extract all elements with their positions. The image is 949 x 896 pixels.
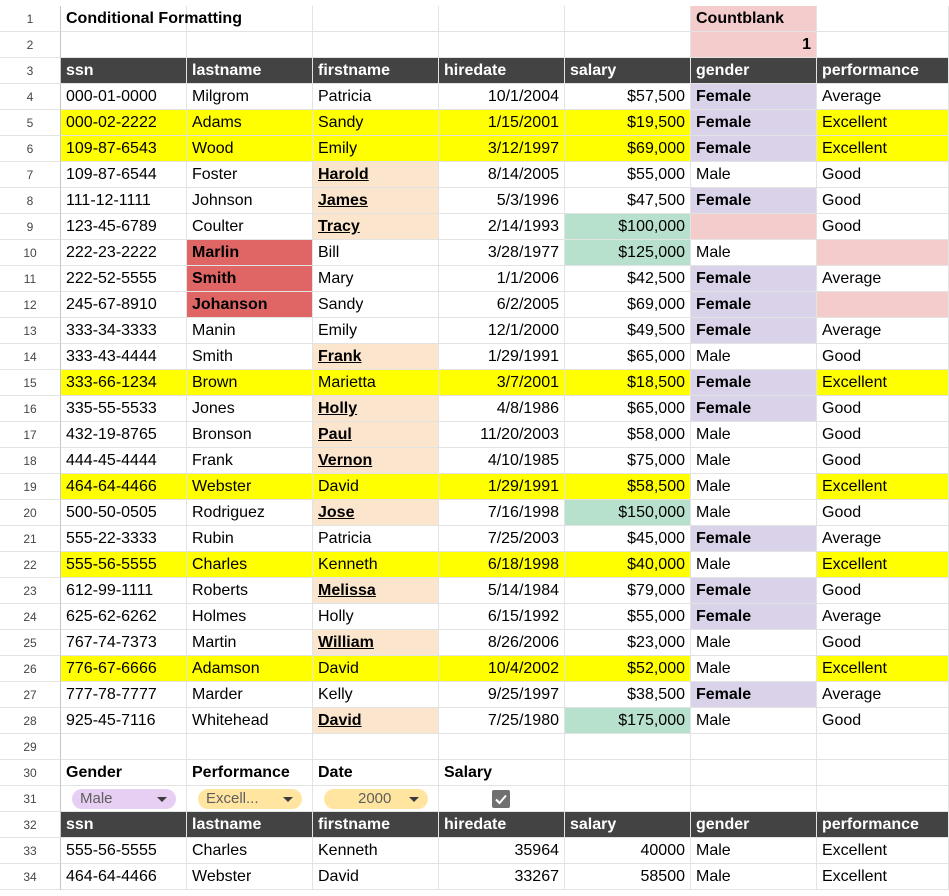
- cell-lastname[interactable]: Frank: [187, 448, 313, 474]
- checkmark-icon: [492, 790, 510, 808]
- row-header-32[interactable]: 32: [0, 812, 61, 838]
- cell-salary[interactable]: $69,000: [565, 136, 691, 162]
- cell-performance[interactable]: Average: [817, 266, 949, 292]
- cell-gender[interactable]: Female: [691, 110, 817, 136]
- result-cell-firstname[interactable]: Kenneth: [313, 838, 439, 864]
- cell-performance[interactable]: Good: [817, 162, 949, 188]
- empty-cell[interactable]: [313, 6, 439, 32]
- row-header-14[interactable]: 14: [0, 344, 61, 370]
- cell-ssn[interactable]: 555-56-5555: [61, 552, 187, 578]
- cell-lastname[interactable]: Smith: [187, 266, 313, 292]
- result-header-ssn[interactable]: ssn: [61, 812, 187, 838]
- empty-cell[interactable]: [691, 734, 817, 760]
- row-header-23[interactable]: 23: [0, 578, 61, 604]
- cell-ssn[interactable]: 464-64-4466: [61, 474, 187, 500]
- result-cell-firstname[interactable]: David: [313, 864, 439, 890]
- cell-salary[interactable]: $125,000: [565, 240, 691, 266]
- cell-salary[interactable]: $55,000: [565, 162, 691, 188]
- cell-ssn[interactable]: 925-45-7116: [61, 708, 187, 734]
- cell-performance[interactable]: Average: [817, 526, 949, 552]
- result-cell-hiredate[interactable]: 33267: [439, 864, 565, 890]
- result-cell-gender[interactable]: Male: [691, 838, 817, 864]
- row-header-11[interactable]: 11: [0, 266, 61, 292]
- cell-lastname[interactable]: Roberts: [187, 578, 313, 604]
- cell-hiredate[interactable]: 7/25/1980: [439, 708, 565, 734]
- date-filter-dropdown-value: 2000: [358, 790, 392, 807]
- countblank-value[interactable]: 1: [691, 32, 817, 58]
- result-cell-lastname[interactable]: Webster: [187, 864, 313, 890]
- cell-performance[interactable]: Excellent: [817, 552, 949, 578]
- column-header-gender[interactable]: gender: [691, 58, 817, 84]
- cell-lastname[interactable]: Wood: [187, 136, 313, 162]
- cell-hiredate[interactable]: 7/16/1998: [439, 500, 565, 526]
- row-header-9[interactable]: 9: [0, 214, 61, 240]
- cell-performance[interactable]: Average: [817, 318, 949, 344]
- cell-performance[interactable]: Average: [817, 682, 949, 708]
- cell-firstname[interactable]: Emily: [313, 318, 439, 344]
- performance-filter-dropdown[interactable]: [198, 789, 302, 809]
- row-header-25[interactable]: 25: [0, 630, 61, 656]
- salary-checkbox[interactable]: [492, 790, 510, 808]
- cell-gender[interactable]: Male: [691, 474, 817, 500]
- cell-gender[interactable]: Female: [691, 370, 817, 396]
- filter-label-date[interactable]: Date: [313, 760, 439, 786]
- cell-firstname[interactable]: David: [313, 474, 439, 500]
- cell-performance[interactable]: Excellent: [817, 110, 949, 136]
- performance-filter-dropdown-value: Excell...: [206, 790, 259, 807]
- cell-ssn[interactable]: 109-87-6544: [61, 162, 187, 188]
- cell-lastname[interactable]: Smith: [187, 344, 313, 370]
- cell-firstname[interactable]: Patricia: [313, 84, 439, 110]
- cell-firstname[interactable]: Vernon: [313, 448, 439, 474]
- date-filter-dropdown[interactable]: [324, 789, 428, 809]
- cell-gender[interactable]: Female: [691, 578, 817, 604]
- cell-firstname[interactable]: Holly: [313, 396, 439, 422]
- cell-performance[interactable]: Excellent: [817, 656, 949, 682]
- row-header-31[interactable]: 31: [0, 786, 61, 812]
- cell-salary[interactable]: $58,000: [565, 422, 691, 448]
- cell-lastname[interactable]: Rodriguez: [187, 500, 313, 526]
- cell-firstname[interactable]: David: [313, 656, 439, 682]
- row-header-4[interactable]: 4: [0, 84, 61, 110]
- cell-salary[interactable]: $47,500: [565, 188, 691, 214]
- cell-hiredate[interactable]: 4/10/1985: [439, 448, 565, 474]
- result-cell-lastname[interactable]: Charles: [187, 838, 313, 864]
- cell-performance[interactable]: Excellent: [817, 136, 949, 162]
- result-header-performance[interactable]: performance: [817, 812, 949, 838]
- cell-lastname[interactable]: Martin: [187, 630, 313, 656]
- row-header-19[interactable]: 19: [0, 474, 61, 500]
- row-header-1[interactable]: 1: [0, 6, 61, 32]
- empty-cell[interactable]: [61, 734, 187, 760]
- cell-gender[interactable]: Male: [691, 448, 817, 474]
- cell-ssn[interactable]: 335-55-5533: [61, 396, 187, 422]
- cell-firstname[interactable]: Kenneth: [313, 552, 439, 578]
- cell-salary[interactable]: $75,000: [565, 448, 691, 474]
- cell-performance[interactable]: Average: [817, 84, 949, 110]
- empty-cell[interactable]: [565, 6, 691, 32]
- cell-salary[interactable]: $57,500: [565, 84, 691, 110]
- cell-salary[interactable]: $58,500: [565, 474, 691, 500]
- cell-performance[interactable]: Good: [817, 422, 949, 448]
- row-header-30[interactable]: 30: [0, 760, 61, 786]
- result-header-salary[interactable]: salary: [565, 812, 691, 838]
- cell-firstname[interactable]: Kelly: [313, 682, 439, 708]
- cell-salary[interactable]: $69,000: [565, 292, 691, 318]
- empty-cell[interactable]: [565, 786, 691, 812]
- cell-lastname[interactable]: Adamson: [187, 656, 313, 682]
- result-cell-gender[interactable]: Male: [691, 864, 817, 890]
- cell-performance[interactable]: Good: [817, 448, 949, 474]
- cell-salary[interactable]: $49,500: [565, 318, 691, 344]
- cell-lastname[interactable]: Johanson: [187, 292, 313, 318]
- row-header-8[interactable]: 8: [0, 188, 61, 214]
- cell-firstname[interactable]: William: [313, 630, 439, 656]
- cell-hiredate[interactable]: 1/29/1991: [439, 344, 565, 370]
- empty-cell[interactable]: [817, 734, 949, 760]
- cell-ssn[interactable]: 222-52-5555: [61, 266, 187, 292]
- column-header-salary[interactable]: salary: [565, 58, 691, 84]
- gender-filter-dropdown[interactable]: [72, 789, 176, 809]
- cell-gender[interactable]: Female: [691, 604, 817, 630]
- empty-cell[interactable]: [313, 734, 439, 760]
- empty-cell[interactable]: [565, 734, 691, 760]
- cell-ssn[interactable]: 444-45-4444: [61, 448, 187, 474]
- dropdown-arrow-icon: [409, 797, 419, 802]
- cell-hiredate[interactable]: 11/20/2003: [439, 422, 565, 448]
- dropdown-arrow-icon: [283, 797, 293, 802]
- cell-hiredate[interactable]: 6/2/2005: [439, 292, 565, 318]
- cell-lastname[interactable]: Coulter: [187, 214, 313, 240]
- row-header-21[interactable]: 21: [0, 526, 61, 552]
- result-cell-hiredate[interactable]: 35964: [439, 838, 565, 864]
- cell-firstname[interactable]: Emily: [313, 136, 439, 162]
- gender-filter-dropdown-value: Male: [80, 790, 113, 807]
- empty-cell[interactable]: [187, 734, 313, 760]
- cell-hiredate[interactable]: 1/1/2006: [439, 266, 565, 292]
- cell-performance[interactable]: Excellent: [817, 474, 949, 500]
- row-header-2[interactable]: 2: [0, 32, 61, 58]
- result-cell-salary[interactable]: 40000: [565, 838, 691, 864]
- cell-ssn[interactable]: 777-78-7777: [61, 682, 187, 708]
- cell-salary[interactable]: $45,000: [565, 526, 691, 552]
- cell-firstname[interactable]: David: [313, 708, 439, 734]
- cell-gender[interactable]: Female: [691, 396, 817, 422]
- cell-ssn[interactable]: 000-01-0000: [61, 84, 187, 110]
- cell-ssn[interactable]: 333-66-1234: [61, 370, 187, 396]
- result-cell-performance[interactable]: Excellent: [817, 838, 949, 864]
- empty-cell[interactable]: [817, 786, 949, 812]
- cell-performance[interactable]: Excellent: [817, 370, 949, 396]
- cell-ssn[interactable]: 500-50-0505: [61, 500, 187, 526]
- empty-cell[interactable]: [817, 760, 949, 786]
- cell-performance[interactable]: Good: [817, 708, 949, 734]
- row-header-6[interactable]: 6: [0, 136, 61, 162]
- cell-hiredate[interactable]: 1/29/1991: [439, 474, 565, 500]
- cell-firstname[interactable]: Tracy: [313, 214, 439, 240]
- cell-gender[interactable]: Male: [691, 656, 817, 682]
- cell-gender[interactable]: Male: [691, 422, 817, 448]
- cell-firstname[interactable]: Patricia: [313, 526, 439, 552]
- cell-hiredate[interactable]: 2/14/1993: [439, 214, 565, 240]
- cell-firstname[interactable]: Melissa: [313, 578, 439, 604]
- cell-gender[interactable]: Male: [691, 344, 817, 370]
- cell-hiredate[interactable]: 3/7/2001: [439, 370, 565, 396]
- empty-cell[interactable]: [439, 32, 565, 58]
- cell-firstname[interactable]: Frank: [313, 344, 439, 370]
- cell-hiredate[interactable]: 10/1/2004: [439, 84, 565, 110]
- cell-firstname[interactable]: Paul: [313, 422, 439, 448]
- cell-performance[interactable]: Good: [817, 578, 949, 604]
- cell-salary[interactable]: $79,000: [565, 578, 691, 604]
- sheet-title[interactable]: Conditional Formatting: [61, 6, 187, 32]
- cell-firstname[interactable]: Bill: [313, 240, 439, 266]
- cell-hiredate[interactable]: 3/12/1997: [439, 136, 565, 162]
- result-header-hiredate[interactable]: hiredate: [439, 812, 565, 838]
- filter-label-performance[interactable]: Performance: [187, 760, 313, 786]
- cell-lastname[interactable]: Holmes: [187, 604, 313, 630]
- cell-salary[interactable]: $38,500: [565, 682, 691, 708]
- cell-performance[interactable]: Good: [817, 396, 949, 422]
- cell-gender[interactable]: Male: [691, 630, 817, 656]
- cell-hiredate[interactable]: 5/14/1984: [439, 578, 565, 604]
- cell-lastname[interactable]: Webster: [187, 474, 313, 500]
- cell-performance[interactable]: [817, 240, 949, 266]
- cell-ssn[interactable]: 123-45-6789: [61, 214, 187, 240]
- cell-hiredate[interactable]: 3/28/1977: [439, 240, 565, 266]
- cell-lastname[interactable]: Rubin: [187, 526, 313, 552]
- cell-hiredate[interactable]: 10/4/2002: [439, 656, 565, 682]
- cell-salary[interactable]: $40,000: [565, 552, 691, 578]
- row-header-10[interactable]: 10: [0, 240, 61, 266]
- empty-cell[interactable]: [313, 32, 439, 58]
- filter-label-salary[interactable]: Salary: [439, 760, 565, 786]
- cell-ssn[interactable]: 111-12-1111: [61, 188, 187, 214]
- cell-salary[interactable]: $65,000: [565, 396, 691, 422]
- row-header-7[interactable]: 7: [0, 162, 61, 188]
- row-header-22[interactable]: 22: [0, 552, 61, 578]
- cell-lastname[interactable]: Whitehead: [187, 708, 313, 734]
- cell-firstname[interactable]: Harold: [313, 162, 439, 188]
- cell-firstname[interactable]: Sandy: [313, 110, 439, 136]
- dropdown-arrow-icon: [157, 797, 167, 802]
- cell-salary[interactable]: $18,500: [565, 370, 691, 396]
- cell-hiredate[interactable]: 8/14/2005: [439, 162, 565, 188]
- row-header-15[interactable]: 15: [0, 370, 61, 396]
- empty-cell[interactable]: [817, 6, 949, 32]
- cell-performance[interactable]: Good: [817, 188, 949, 214]
- cell-ssn[interactable]: 612-99-1111: [61, 578, 187, 604]
- cell-gender[interactable]: Female: [691, 682, 817, 708]
- empty-cell[interactable]: [691, 786, 817, 812]
- empty-cell[interactable]: [439, 734, 565, 760]
- cell-performance[interactable]: Average: [817, 604, 949, 630]
- result-header-lastname[interactable]: lastname: [187, 812, 313, 838]
- result-cell-ssn[interactable]: 464-64-4466: [61, 864, 187, 890]
- cell-firstname[interactable]: Holly: [313, 604, 439, 630]
- empty-cell[interactable]: [565, 760, 691, 786]
- cell-gender[interactable]: Male: [691, 162, 817, 188]
- cell-firstname[interactable]: Marietta: [313, 370, 439, 396]
- cell-ssn[interactable]: 222-23-2222: [61, 240, 187, 266]
- cell-lastname[interactable]: Johnson: [187, 188, 313, 214]
- row-header-34[interactable]: 34: [0, 864, 61, 890]
- cell-ssn[interactable]: 333-43-4444: [61, 344, 187, 370]
- cell-hiredate[interactable]: 4/8/1986: [439, 396, 565, 422]
- empty-cell[interactable]: [439, 6, 565, 32]
- cell-gender[interactable]: Female: [691, 318, 817, 344]
- cell-hiredate[interactable]: 6/18/1998: [439, 552, 565, 578]
- cell-ssn[interactable]: 767-74-7373: [61, 630, 187, 656]
- cell-firstname[interactable]: James: [313, 188, 439, 214]
- cell-gender[interactable]: Male: [691, 552, 817, 578]
- row-header-27[interactable]: 27: [0, 682, 61, 708]
- cell-gender[interactable]: Male: [691, 500, 817, 526]
- cell-hiredate[interactable]: 9/25/1997: [439, 682, 565, 708]
- cell-salary[interactable]: $42,500: [565, 266, 691, 292]
- empty-cell[interactable]: [817, 32, 949, 58]
- cell-hiredate[interactable]: 1/15/2001: [439, 110, 565, 136]
- cell-lastname[interactable]: Brown: [187, 370, 313, 396]
- row-header-3[interactable]: 3: [0, 58, 61, 84]
- cell-salary[interactable]: $23,000: [565, 630, 691, 656]
- row-header-29[interactable]: 29: [0, 734, 61, 760]
- cell-hiredate[interactable]: 8/26/2006: [439, 630, 565, 656]
- row-header-5[interactable]: 5: [0, 110, 61, 136]
- cell-lastname[interactable]: Manin: [187, 318, 313, 344]
- cell-firstname[interactable]: Jose: [313, 500, 439, 526]
- cell-salary[interactable]: $52,000: [565, 656, 691, 682]
- cell-hiredate[interactable]: 5/3/1996: [439, 188, 565, 214]
- row-header-33[interactable]: 33: [0, 838, 61, 864]
- empty-cell[interactable]: [61, 32, 187, 58]
- countblank-label[interactable]: Countblank: [691, 6, 817, 32]
- row-header-20[interactable]: 20: [0, 500, 61, 526]
- column-header-firstname[interactable]: firstname: [313, 58, 439, 84]
- cell-hiredate[interactable]: 12/1/2000: [439, 318, 565, 344]
- cell-performance[interactable]: Good: [817, 630, 949, 656]
- row-header-24[interactable]: 24: [0, 604, 61, 630]
- cell-ssn[interactable]: 000-02-2222: [61, 110, 187, 136]
- empty-cell[interactable]: [187, 32, 313, 58]
- cell-gender[interactable]: Female: [691, 526, 817, 552]
- filter-label-gender[interactable]: Gender: [61, 760, 187, 786]
- cell-lastname[interactable]: Charles: [187, 552, 313, 578]
- row-header-13[interactable]: 13: [0, 318, 61, 344]
- cell-hiredate[interactable]: 6/15/1992: [439, 604, 565, 630]
- cell-ssn[interactable]: 555-22-3333: [61, 526, 187, 552]
- row-header-17[interactable]: 17: [0, 422, 61, 448]
- cell-ssn[interactable]: 776-67-6666: [61, 656, 187, 682]
- cell-salary[interactable]: $65,000: [565, 344, 691, 370]
- column-header-lastname[interactable]: lastname: [187, 58, 313, 84]
- cell-lastname[interactable]: Marder: [187, 682, 313, 708]
- cell-lastname[interactable]: Bronson: [187, 422, 313, 448]
- cell-firstname[interactable]: Mary: [313, 266, 439, 292]
- cell-salary[interactable]: $19,500: [565, 110, 691, 136]
- result-cell-performance[interactable]: Excellent: [817, 864, 949, 890]
- cell-ssn[interactable]: 625-62-6262: [61, 604, 187, 630]
- cell-gender[interactable]: Male: [691, 708, 817, 734]
- cell-salary[interactable]: $150,000: [565, 500, 691, 526]
- cell-performance[interactable]: Good: [817, 500, 949, 526]
- result-header-gender[interactable]: gender: [691, 812, 817, 838]
- cell-ssn[interactable]: 432-19-8765: [61, 422, 187, 448]
- cell-gender[interactable]: Female: [691, 292, 817, 318]
- row-header-26[interactable]: 26: [0, 656, 61, 682]
- empty-cell[interactable]: [691, 760, 817, 786]
- cell-salary[interactable]: $55,000: [565, 604, 691, 630]
- cell-gender[interactable]: Female: [691, 136, 817, 162]
- cell-ssn[interactable]: 245-67-8910: [61, 292, 187, 318]
- row-header-16[interactable]: 16: [0, 396, 61, 422]
- cell-salary[interactable]: $100,000: [565, 214, 691, 240]
- column-header-hiredate[interactable]: hiredate: [439, 58, 565, 84]
- cell-gender[interactable]: Female: [691, 266, 817, 292]
- cell-ssn[interactable]: 333-34-3333: [61, 318, 187, 344]
- cell-firstname[interactable]: Sandy: [313, 292, 439, 318]
- cell-performance[interactable]: [817, 292, 949, 318]
- row-header-12[interactable]: 12: [0, 292, 61, 318]
- empty-cell[interactable]: [565, 32, 691, 58]
- cell-lastname[interactable]: Milgrom: [187, 84, 313, 110]
- cell-salary[interactable]: $175,000: [565, 708, 691, 734]
- cell-performance[interactable]: Good: [817, 344, 949, 370]
- row-header-28[interactable]: 28: [0, 708, 61, 734]
- cell-lastname[interactable]: Adams: [187, 110, 313, 136]
- cell-gender[interactable]: Male: [691, 240, 817, 266]
- cell-lastname[interactable]: Foster: [187, 162, 313, 188]
- cell-ssn[interactable]: 109-87-6543: [61, 136, 187, 162]
- cell-lastname[interactable]: Marlin: [187, 240, 313, 266]
- result-cell-ssn[interactable]: 555-56-5555: [61, 838, 187, 864]
- result-cell-salary[interactable]: 58500: [565, 864, 691, 890]
- result-header-firstname[interactable]: firstname: [313, 812, 439, 838]
- cell-gender[interactable]: Female: [691, 84, 817, 110]
- cell-hiredate[interactable]: 7/25/2003: [439, 526, 565, 552]
- row-header-18[interactable]: 18: [0, 448, 61, 474]
- cell-gender[interactable]: Female: [691, 188, 817, 214]
- column-header-performance[interactable]: performance: [817, 58, 949, 84]
- column-header-ssn[interactable]: ssn: [61, 58, 187, 84]
- cell-performance[interactable]: Good: [817, 214, 949, 240]
- cell-lastname[interactable]: Jones: [187, 396, 313, 422]
- cell-gender[interactable]: [691, 214, 817, 240]
